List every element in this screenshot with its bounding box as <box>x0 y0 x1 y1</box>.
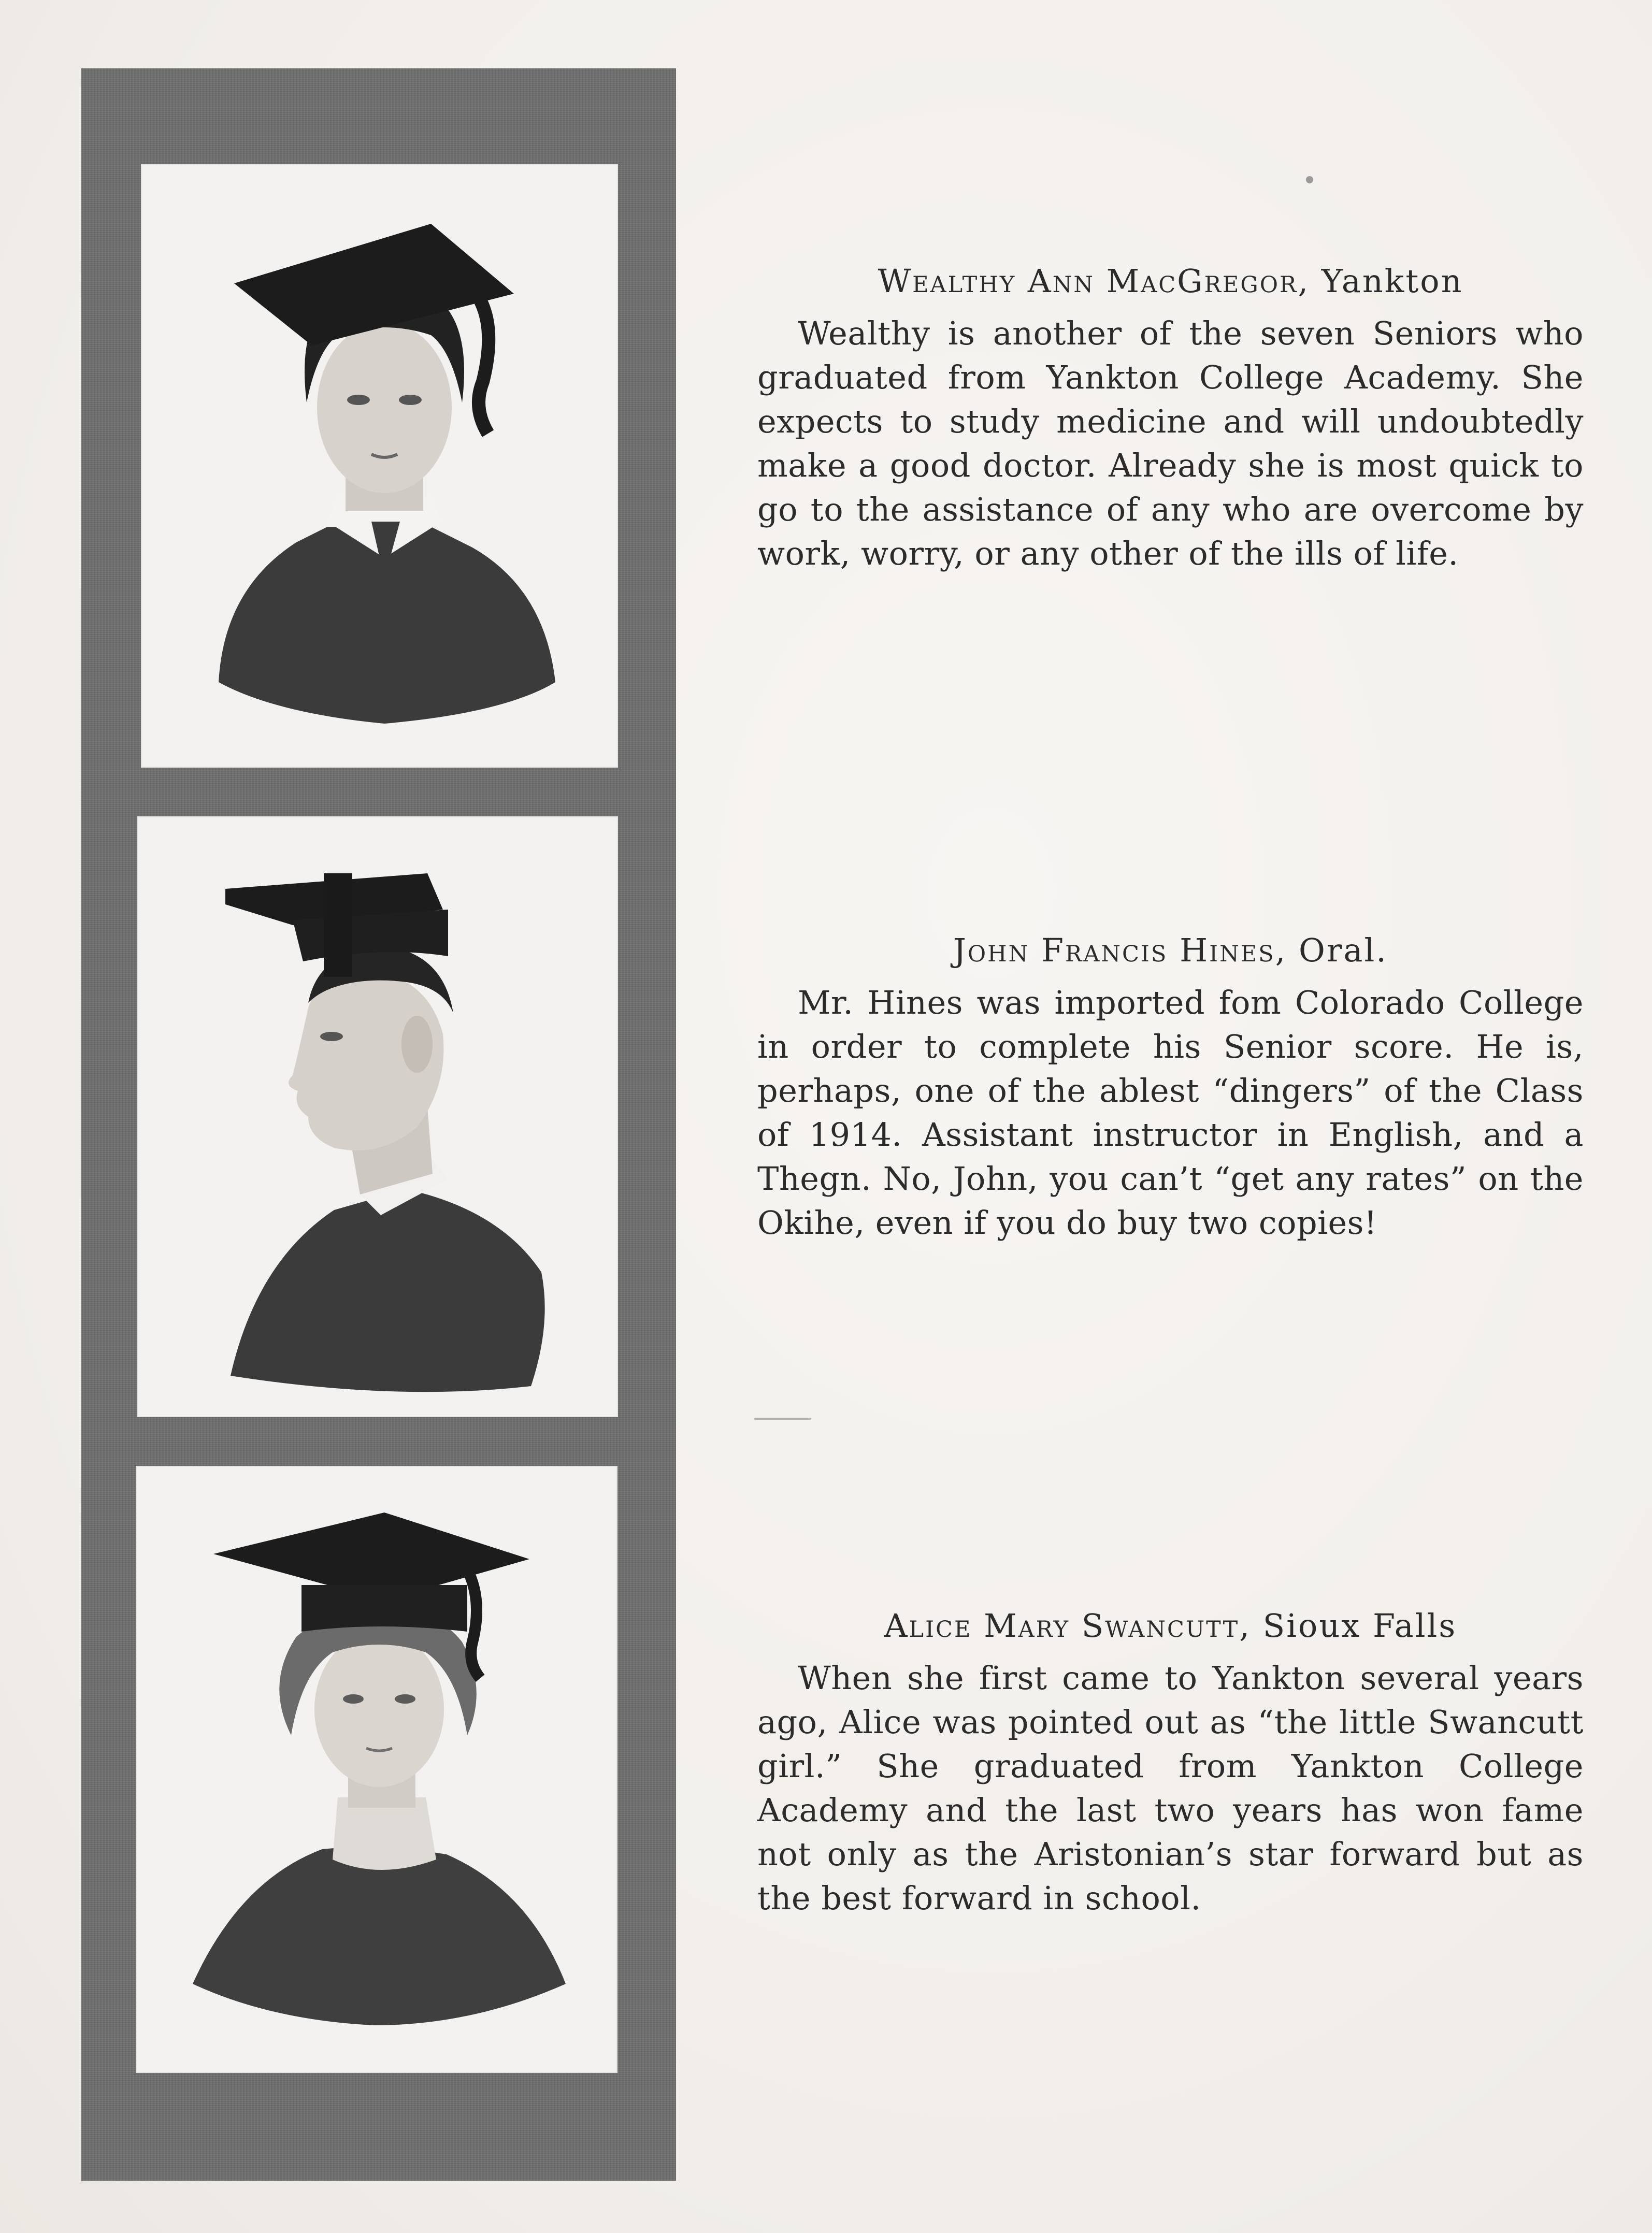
student-bio: When she first came to Yankton several years ago, Alice was pointed out as “the little Swancutt girl.” She graduated from Yankton College Academy and the last two years has won fame not only as the Aristonian’s star forward but as the best forward in school. <box>757 1659 1584 1917</box>
portrait-photo-1 <box>141 164 618 768</box>
student-name-heading <box>757 262 1584 300</box>
portrait-photo-2 <box>137 816 618 1417</box>
student-hometown: Oral. <box>1299 931 1388 969</box>
student-name: John Francis Hines, <box>953 931 1287 969</box>
portrait-photo-3 <box>136 1466 617 2073</box>
bio-section-2 <box>757 931 1584 1245</box>
student-bio: Wealthy is another of the seven Seniors who graduated from Yankton College Academy. She expects to study medicine and will undoubtedly make a good doctor. Already she is most quick to go to the assistance of any who are overcome by work, worry, or any other of the ills of life. <box>757 314 1584 572</box>
paper-speck <box>1306 176 1313 183</box>
portrait-wealthy-macgregor <box>141 164 618 768</box>
student-name-heading <box>757 1607 1584 1645</box>
photo-strip <box>81 68 676 2181</box>
student-name: Alice Mary Swancutt, <box>884 1607 1251 1645</box>
bio-section-3 <box>757 1607 1584 1920</box>
student-hometown: Sioux Falls <box>1262 1607 1457 1645</box>
bio-section-1 <box>757 262 1584 575</box>
student-name-heading <box>757 931 1584 969</box>
portrait-john-hines <box>137 816 618 1417</box>
paper-mark <box>754 1418 811 1420</box>
student-name: Wealthy Ann MacGregor, <box>878 262 1310 300</box>
student-hometown: Yankton <box>1321 262 1463 300</box>
student-bio: Mr. Hines was imported fom Colorado College in order to complete his Senior score. He is, perhaps, one of the ablest “dingers” of the Class of 1914. Assistant instructor in English, and a Thegn. No, John, you can’t “get any rates” on the Okihe, even if you do buy two copies! <box>757 984 1584 1242</box>
portrait-alice-swancutt <box>136 1466 617 2073</box>
